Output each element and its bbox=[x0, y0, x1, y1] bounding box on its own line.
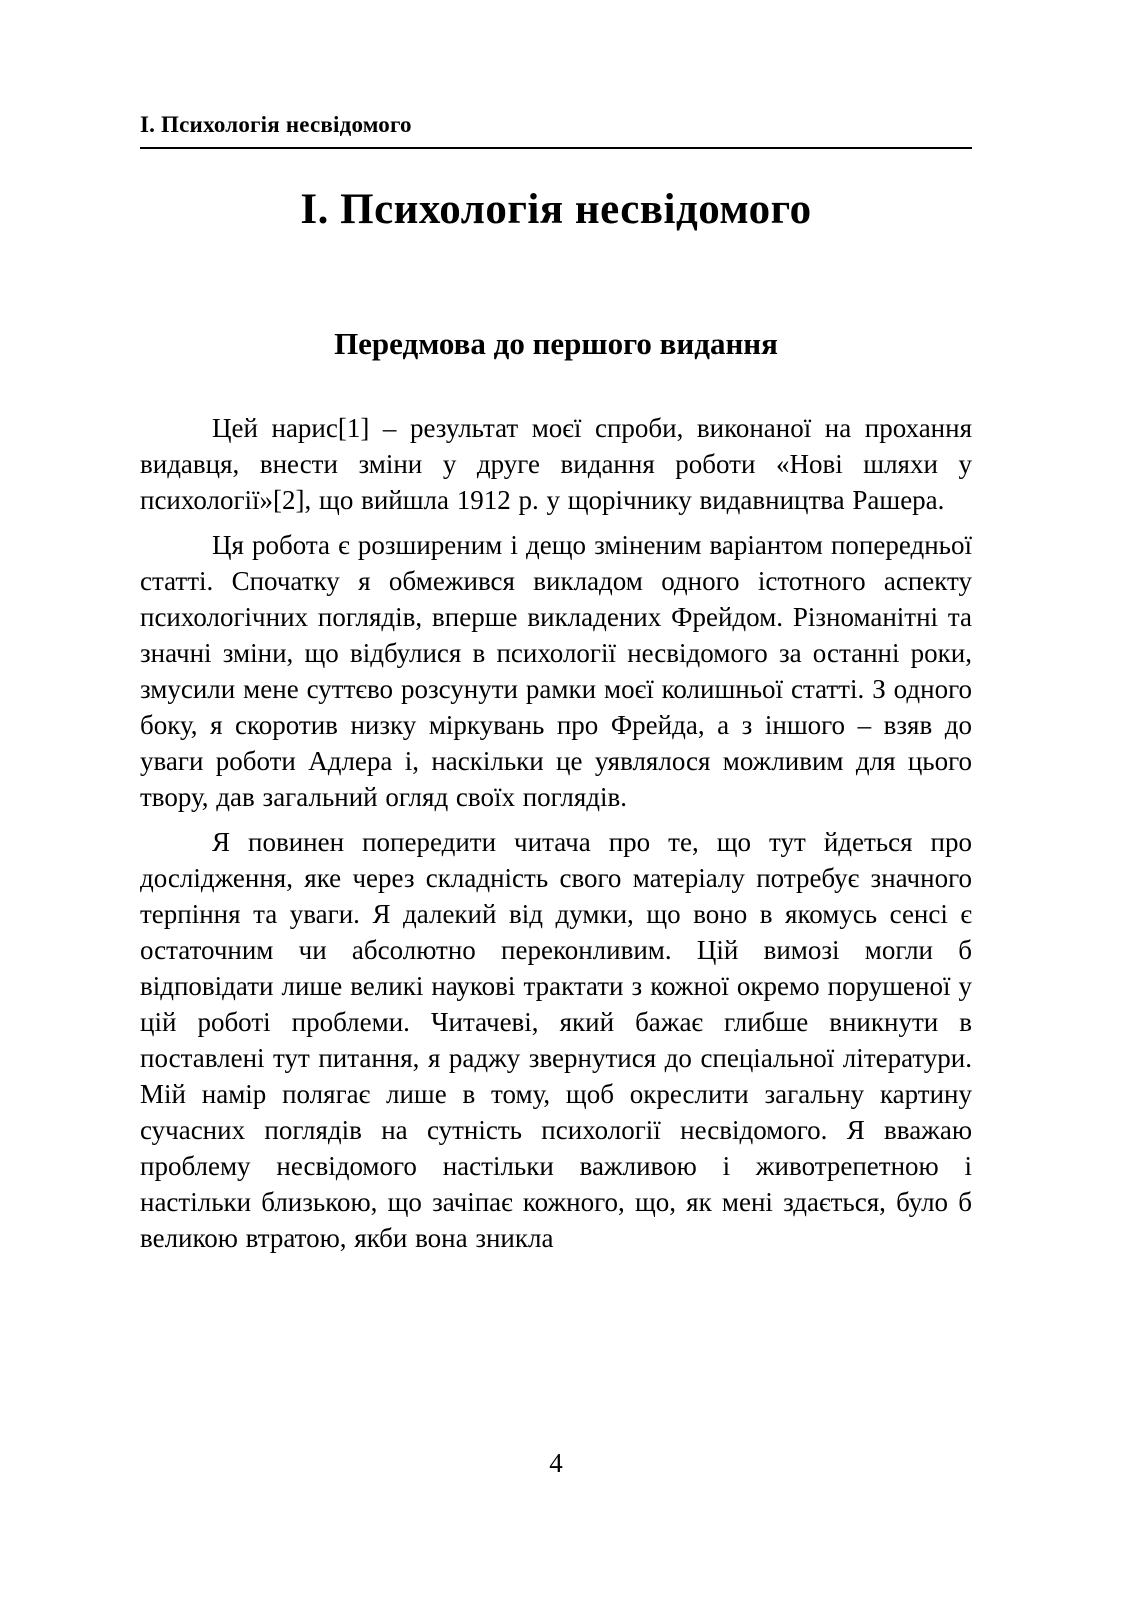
header-rule bbox=[140, 147, 972, 149]
section-title: Передмова до першого видання bbox=[334, 326, 778, 361]
page-number: 4 bbox=[549, 1448, 563, 1478]
chapter-title: І. Психологія несвідомого bbox=[300, 186, 812, 233]
paragraph: Цей нарис[1] – результат моєї спроби, виконаної на прохання видавця, внести зміни у друге видання роботи «Нові шляхи у психології»[2], що вийшла 1912 р. у щорічнику видавництва Рашера. bbox=[140, 413, 972, 515]
running-header bbox=[140, 0, 972, 149]
running-header-text: І. Психологія несвідомого bbox=[140, 112, 412, 137]
page-content bbox=[140, 0, 972, 1265]
paragraph: Ця робота є розширеним і дещо зміненим варіантом попередньої статті. Спочатку я обмежився викладом одного істотного аспекту психологічних поглядів, вперше викладених Фрейдом. Різноманітні та значні зміни, що відбулися в психології несвідомого за останні роки, змусили мене суттєво розсунути рамки моєї колишньої статті. З одного боку, я скоротив низку міркувань про Фрейда, а з іншого – взяв до уваги роботи Адлера і, наскільки це уявлялося можливим для цього твору, дав загальний огляд своїх поглядів. bbox=[140, 530, 972, 812]
body-text bbox=[140, 410, 972, 1256]
paragraph: Я повинен попередити читача про те, що тут йдеться про дослідження, яке через складність свого матеріалу потребує значного терпіння та уваги. Я далекий від думки, що воно в якомусь сенсі є остаточним чи абсолютно переконливим. Цій вимозі могли б відповідати лише великі наукові трактати з кожної окремо порушеної у цій роботі проблеми. Читачеві, який бажає глибше вникнути в поставлені тут питання, я раджу звернутися до спеціальної літератури. Мій намір полягає лише в тому, щоб окреслити загальну картину сучасних поглядів на сутність психології несвідомого. Я вважаю проблему несвідомого настільки важливою і животрепетною і настільки близькою, що зачіпає кожного, що, як мені здається, було б великою втратою, якби вона зникла bbox=[140, 827, 972, 1253]
